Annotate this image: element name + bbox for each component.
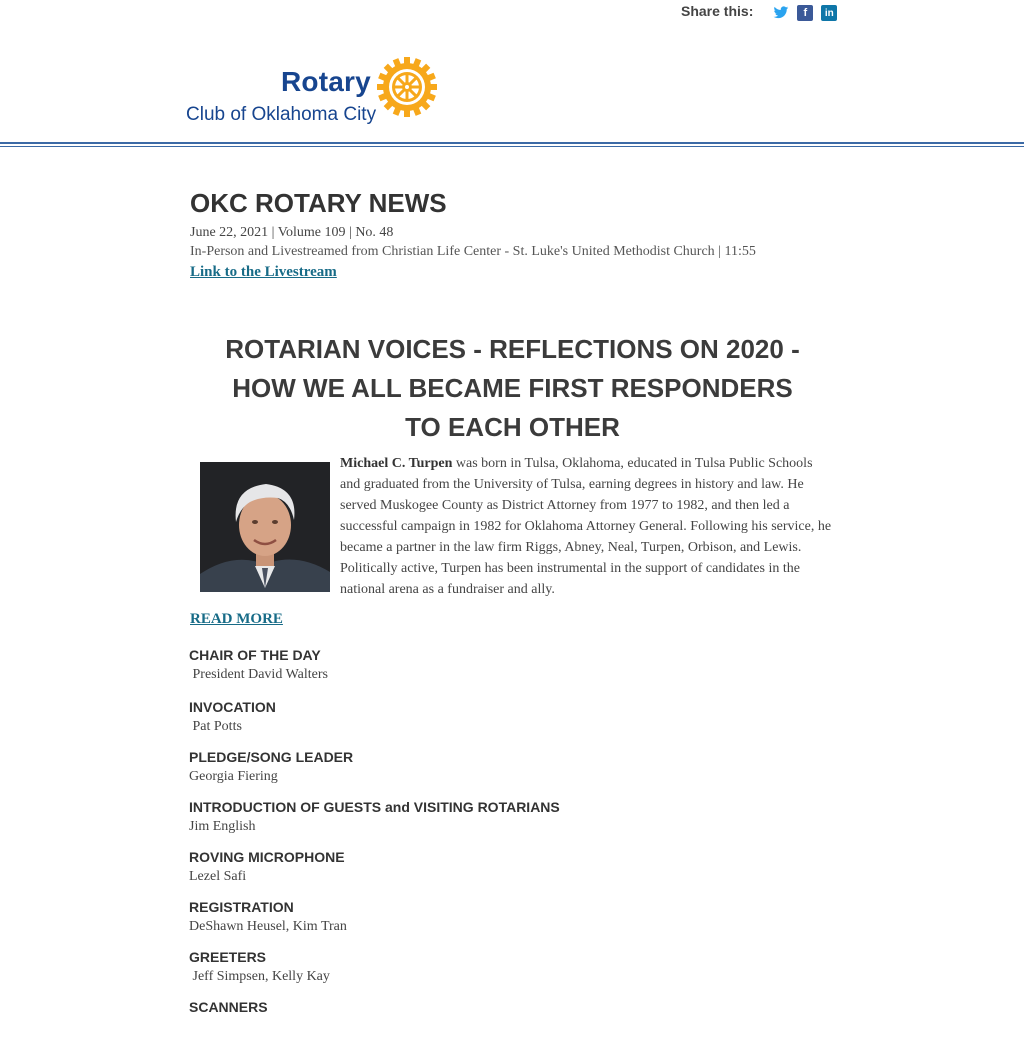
role-item bbox=[189, 898, 829, 948]
role-item bbox=[189, 798, 829, 848]
linkedin-icon[interactable]: in bbox=[821, 5, 837, 21]
role-value: Jeff Simpsen, Kelly Kay bbox=[189, 969, 330, 984]
headline-line: ROTARIAN VOICES - REFLECTIONS ON 2020 - bbox=[225, 334, 800, 364]
header-divider bbox=[0, 142, 1024, 144]
role-item bbox=[189, 698, 829, 748]
logo-wordmark: Rotary bbox=[281, 66, 371, 97]
newsletter-title: OKC ROTARY NEWS bbox=[190, 188, 447, 218]
role-heading: INVOCATION bbox=[189, 699, 276, 715]
feature-headline bbox=[190, 330, 835, 447]
rotary-club-logo bbox=[186, 56, 446, 130]
speaker-name: Michael C. Turpen bbox=[340, 456, 453, 471]
role-item bbox=[189, 848, 829, 898]
share-bar bbox=[681, 2, 837, 24]
speaker-bio bbox=[340, 453, 835, 600]
rotary-wheel-icon bbox=[376, 56, 438, 118]
role-value: Georgia Fiering bbox=[189, 769, 278, 784]
role-heading: ROVING MICROPHONE bbox=[189, 849, 345, 865]
bio-text: was born in Tulsa, Oklahoma, educated in Tulsa Public Schools and graduated from the University of Tulsa, earning degrees in history and law. He served Muskogee County as District Attorney from 1977 to 1982, and then led a successful campaign in 1982 for Oklahoma Attorney General. Following his service, he became a partner in the law firm Riggs, Abney, Neal, Turpen, Orbison, and Lewis. Politically active, Turpen has been instrumental in the support of candidates in the national arena as a fundraiser and ally. bbox=[340, 456, 832, 597]
headline-line: HOW WE ALL BECAME FIRST RESPONDERS bbox=[232, 373, 793, 403]
role-heading: INTRODUCTION OF GUESTS and VISITING ROTARIANS bbox=[189, 799, 560, 815]
role-item bbox=[189, 998, 829, 1048]
role-heading: CHAIR OF THE DAY bbox=[189, 647, 321, 663]
issue-date-volume: June 22, 2021 | Volume 109 | No. 48 bbox=[190, 225, 394, 240]
role-heading: GREETERS bbox=[189, 949, 267, 965]
program-roles bbox=[189, 646, 829, 1048]
headline-line: TO EACH OTHER bbox=[405, 412, 620, 442]
role-heading: SCANNERS bbox=[189, 999, 268, 1015]
header-divider-thin bbox=[0, 146, 1024, 147]
role-value: Jim English bbox=[189, 819, 256, 834]
role-item bbox=[189, 948, 829, 998]
speaker-photo bbox=[200, 462, 330, 592]
role-value: DeShawn Heusel, Kim Tran bbox=[189, 919, 347, 934]
logo-subtitle: Club of Oklahoma City bbox=[186, 104, 377, 125]
facebook-icon[interactable]: f bbox=[797, 5, 813, 21]
meeting-location: In-Person and Livestreamed from Christian Life Center - St. Luke's United Methodist Church | 11:55 bbox=[190, 244, 756, 259]
twitter-icon[interactable] bbox=[773, 5, 789, 21]
role-value: Pat Potts bbox=[189, 719, 242, 734]
role-heading: REGISTRATION bbox=[189, 899, 294, 915]
role-item bbox=[189, 748, 829, 798]
share-label: Share this: bbox=[681, 3, 754, 19]
role-value: President David Walters bbox=[189, 667, 328, 682]
role-item bbox=[189, 646, 829, 698]
livestream-link[interactable]: Link to the Livestream bbox=[190, 264, 337, 280]
read-more-link[interactable]: READ MORE bbox=[190, 611, 283, 627]
role-heading: PLEDGE/SONG LEADER bbox=[189, 749, 354, 765]
role-value: Lezel Safi bbox=[189, 869, 247, 884]
